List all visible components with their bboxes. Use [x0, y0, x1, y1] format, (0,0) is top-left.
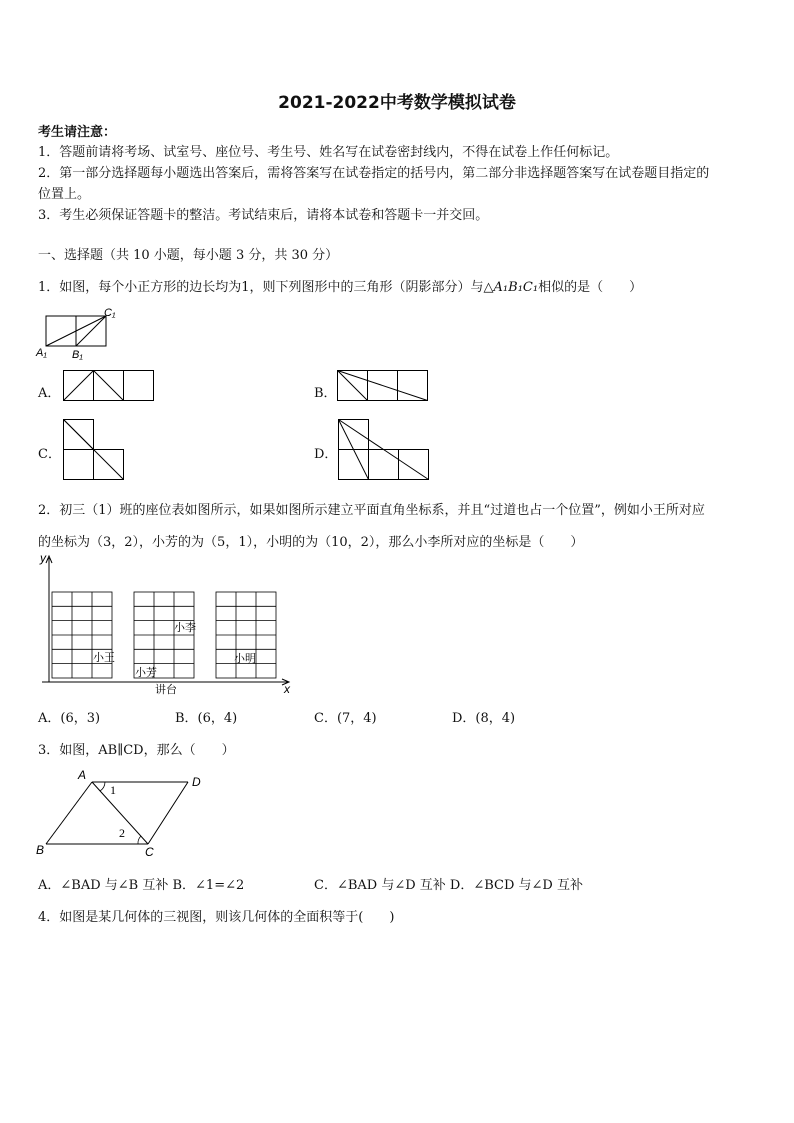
x-axis-label: x: [284, 682, 290, 696]
question-1-text-end: 相似的是（ ）: [538, 280, 643, 295]
point-a-label: A: [78, 768, 87, 782]
seat-xiaoli: 小李: [174, 621, 196, 634]
question-2-stem-line-1: 2．初三（1）班的座位表如图所示，如果如图所示建立平面直角坐标系，并且“过道也占一个位置”，例如小王所对应: [38, 503, 705, 518]
angle-1-label: 1: [110, 783, 116, 797]
question-2-seat-figure: [34, 550, 299, 700]
section-heading: 一、选择题（共 10 小题，每小题 3 分，共 30 分）: [38, 248, 339, 263]
q2-option-c[interactable]: C．(7，4): [314, 711, 377, 726]
label-a1: A₁: [36, 347, 47, 359]
question-2-stem-line-2: 的坐标为（3，2），小芳的为（5，1），小明的为（10，2），那么小李所对应的坐标是（ ）: [38, 535, 584, 550]
option-c-figure: [63, 419, 125, 481]
q3-options-cd[interactable]: C．∠BAD 与∠D 互补 D．∠BCD 与∠D 互补: [314, 878, 583, 893]
question-3-figure: [34, 766, 209, 861]
question-3-stem: 3．如图，AB∥CD，那么（ ）: [38, 743, 235, 758]
notice-item: 3．考生必须保证答题卡的整洁。考试结束后，请将本试卷和答题卡一并交回。: [38, 208, 489, 223]
y-axis-label: y: [40, 551, 46, 565]
option-d-figure: [338, 419, 430, 481]
option-a-label[interactable]: A．: [38, 386, 61, 401]
podium-label: 讲台: [155, 683, 177, 696]
option-b-figure: [337, 370, 429, 402]
option-a-figure: [63, 370, 155, 402]
question-1-reference-figure: [36, 306, 126, 362]
point-d-label: D: [192, 775, 201, 789]
seat-xiaoming: 小明: [234, 652, 256, 665]
page-title: 2021-2022中考数学模拟试卷: [278, 93, 516, 113]
question-4-stem: 4．如图是某几何体的三视图，则该几何体的全面积等于( ): [38, 910, 395, 925]
q2-option-b[interactable]: B．(6，4): [175, 711, 238, 726]
q2-option-a[interactable]: A．(6，3): [38, 711, 101, 726]
angle-2-label: 2: [119, 826, 125, 840]
label-c1: C₁: [104, 307, 116, 319]
question-1-triangle: △A₁B₁C₁: [483, 280, 539, 295]
question-1-text: 1．如图，每个小正方形的边长均为1，则下列图形中的三角形（阴影部分）与: [38, 280, 484, 295]
notice-item: 2．第一部分选择题每小题选出答案后，需将答案写在试卷指定的括号内，第二部分非选择题答案写在试卷题目指定的: [38, 166, 710, 181]
label-b1: B₁: [72, 349, 83, 361]
option-c-label[interactable]: C．: [38, 447, 61, 462]
notice-item: 位置上。: [38, 187, 91, 202]
point-b-label: B: [36, 843, 45, 857]
option-b-label[interactable]: B．: [314, 386, 337, 401]
option-d-label[interactable]: D．: [314, 447, 338, 462]
seat-xiaofang: 小芳: [135, 666, 157, 679]
seat-xiaowang: 小王: [93, 651, 115, 664]
notice-heading: 考生请注意：: [38, 125, 117, 140]
point-c-label: C: [145, 845, 154, 859]
q3-options-ab[interactable]: A．∠BAD 与∠B 互补 B．∠1=∠2: [38, 878, 245, 893]
q2-option-d[interactable]: D．(8，4): [452, 711, 516, 726]
notice-item: 1．答题前请将考场、试室号、座位号、考生号、姓名写在试卷密封线内，不得在试卷上作任何标记。: [38, 145, 619, 160]
question-1-stem: [38, 276, 642, 295]
